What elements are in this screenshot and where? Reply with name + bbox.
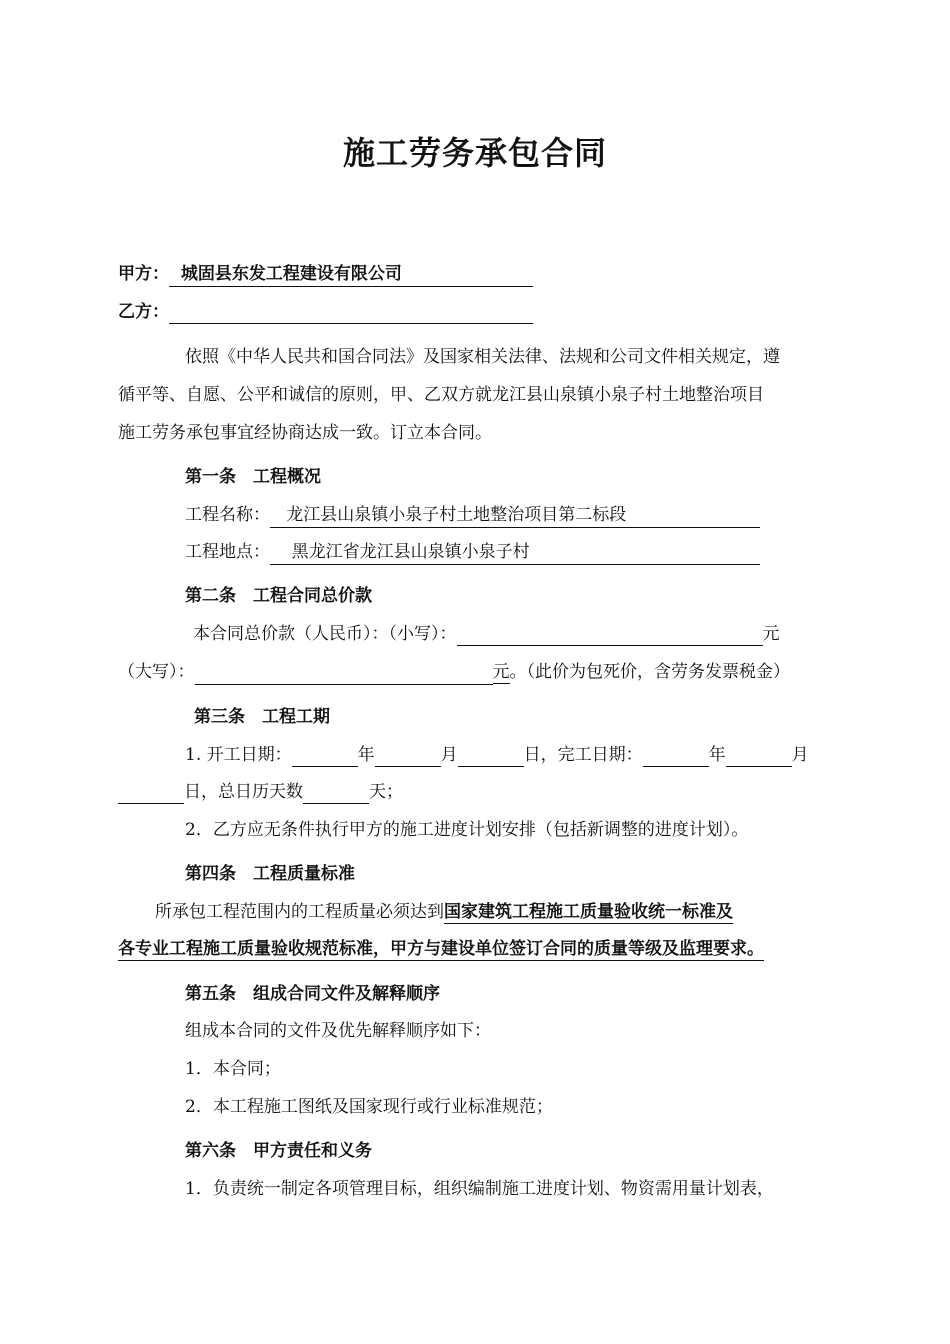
start-month-field[interactable] <box>375 746 441 767</box>
project-site-line <box>185 540 760 565</box>
price-yuan-2: 元 <box>492 662 510 682</box>
start-day-field[interactable] <box>458 746 524 767</box>
project-name-field[interactable] <box>270 503 760 528</box>
price-note: 。（此价为包死价，含劳务发票税金） <box>509 662 790 682</box>
price-capital-label: （大写）： <box>118 662 195 682</box>
schedule-item-2: 2．乙方应无条件执行甲方的施工进度计划安排（包括新调整的进度计划）。 <box>185 820 749 840</box>
party-a-value: 城固县东发工程建设有限公司 <box>180 264 402 284</box>
party-b-line <box>118 300 533 324</box>
duty-item-1: 1．负责统一制定各项管理目标，组织编制施工进度计划、物资需用量计划表， <box>185 1179 774 1199</box>
year-text: 年 <box>708 745 726 765</box>
price-capital-field[interactable] <box>195 664 493 685</box>
party-a-label: 甲方： <box>118 264 169 284</box>
project-site-label: 工程地点： <box>185 542 270 562</box>
contract-title: 施工劳务承包合同 <box>342 134 607 172</box>
schedule-line-2 <box>118 780 403 804</box>
party-a-line <box>118 262 533 287</box>
article-4-heading: 第四条 工程质量标准 <box>185 864 355 884</box>
docs-item-1: 1．本合同； <box>185 1059 281 1079</box>
schedule-line-1 <box>185 743 809 767</box>
preamble-line-2: 循平等、自愿、公平和诚信的原则，甲、乙双方就龙江县山泉镇小泉子村土地整治项目 <box>118 385 764 405</box>
article-6-heading: 第六条 甲方责任和义务 <box>185 1141 372 1161</box>
project-name-value: 龙江县山泉镇小泉子村土地整治项目第二标段 <box>286 505 627 525</box>
month-text: 月 <box>791 745 809 765</box>
end-day-field[interactable] <box>118 783 184 804</box>
project-site-value: 黑龙江省龙江县山泉镇小泉子村 <box>291 542 530 562</box>
party-b-label: 乙方： <box>118 302 169 322</box>
preamble-line-1: 依照《中华人民共和国合同法》及国家相关法律、法规和公司文件相关规定，遵 <box>185 347 780 367</box>
project-name-line <box>185 503 760 528</box>
quality-line-1 <box>155 900 733 924</box>
total-days-label: 日，总日历天数 <box>184 782 303 802</box>
end-date-label: 日，完工日期： <box>523 745 643 765</box>
preamble-line-3: 施工劳务承包事宜经协商达成一致。订立本合同。 <box>118 423 492 443</box>
price-yuan-1: 元 <box>762 624 780 644</box>
quality-standard-2: 各专业工程施工质量验收规范标准，甲方与建设单位签订合同的质量等级及监理要求。 <box>118 939 764 959</box>
price-small-field[interactable] <box>457 625 763 646</box>
project-site-field[interactable] <box>270 540 760 565</box>
year-text: 年 <box>357 745 375 765</box>
article-5-heading: 第五条 组成合同文件及解释顺序 <box>185 984 440 1004</box>
total-days-field[interactable] <box>303 783 369 804</box>
end-month-field[interactable] <box>726 746 792 767</box>
price-line-1 <box>193 622 780 646</box>
docs-item-2: 2．本工程施工图纸及国家现行或行业标准规范； <box>185 1097 553 1117</box>
quality-standard-1: 国家建筑工程施工质量验收统一标准及 <box>444 902 733 922</box>
price-small-label: 本合同总价款（人民币）：（小写）： <box>193 624 457 644</box>
quality-lead: 所承包工程范围内的工程质量必须达到 <box>155 902 444 922</box>
party-b-field[interactable] <box>169 303 533 324</box>
start-date-label: 1. 开工日期： <box>185 745 292 765</box>
article-1-heading: 第一条 工程概况 <box>185 467 321 487</box>
article-3-heading: 第三条 工程工期 <box>194 707 330 727</box>
quality-line-2 <box>118 937 764 961</box>
month-text: 月 <box>440 745 458 765</box>
price-line-2 <box>118 660 790 685</box>
end-year-field[interactable] <box>643 746 709 767</box>
party-a-field[interactable] <box>169 262 533 287</box>
docs-intro: 组成本合同的文件及优先解释顺序如下： <box>185 1021 491 1041</box>
start-year-field[interactable] <box>292 746 358 767</box>
project-name-label: 工程名称： <box>185 505 270 525</box>
article-2-heading: 第二条 工程合同总价款 <box>185 586 372 606</box>
days-unit: 天； <box>369 782 403 802</box>
